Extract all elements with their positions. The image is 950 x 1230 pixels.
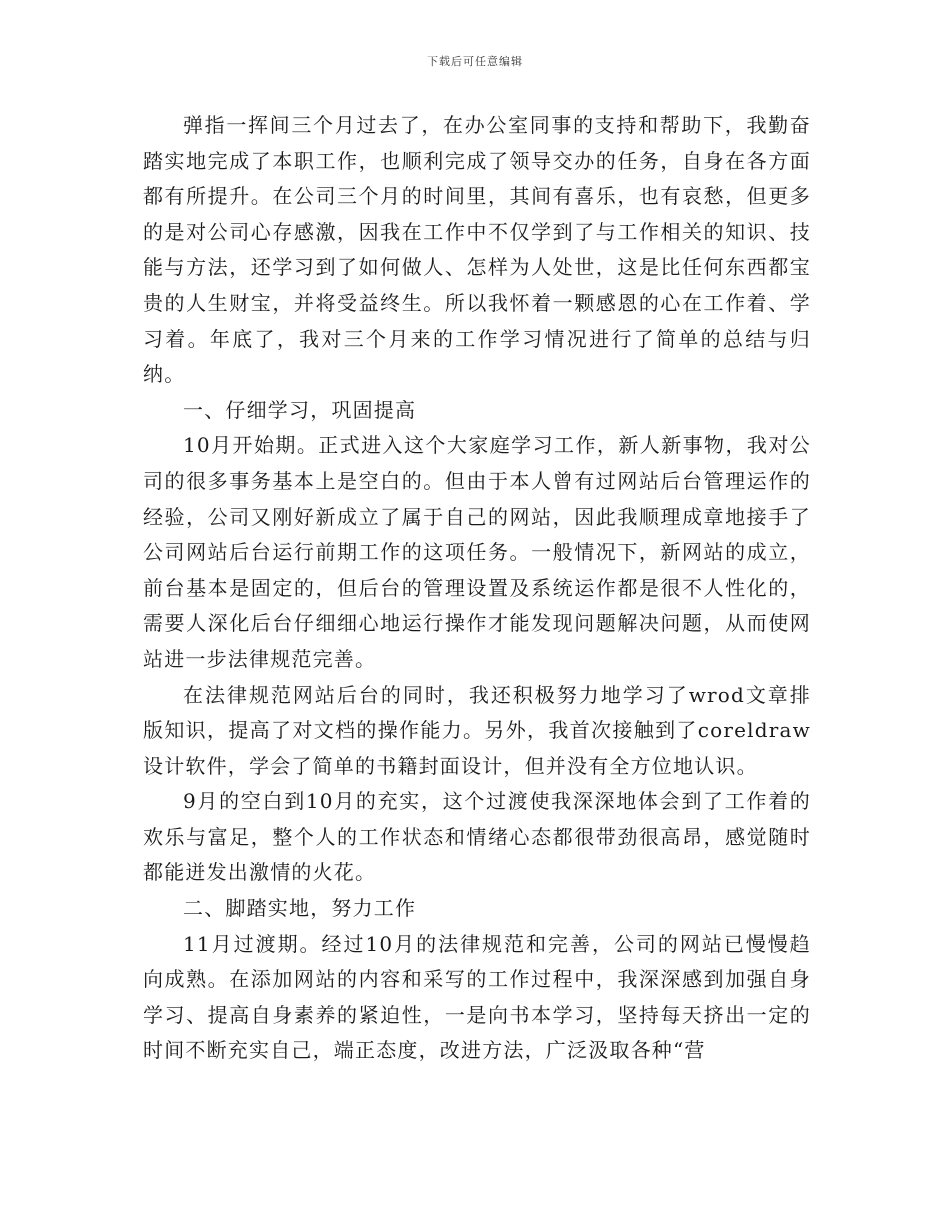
- document-body: [143, 108, 811, 1069]
- section-heading-1: 一、仔细学习，巩固提高: [183, 397, 417, 422]
- paragraph-transition: 9月的空白到10月的充实，这个过渡使我深深地体会到了工作着的欢乐与富足，整个人的工作状态和情绪心态都很带劲很高昂，感觉随时都能迸发出激情的火花。: [143, 789, 811, 885]
- section-heading-2: 二、脚踏实地，努力工作: [183, 896, 417, 921]
- paragraph-november: 11月过渡期。经过10月的法律规范和完善，公司的网站已慢慢趋向成熟。在添加网站的内容和采写的工作过程中，我深深感到加强自身学习、提高自身素养的紧迫性，一是向书本学习，坚持每天挤出一定的时间不断充实自己，端正态度，改进方法，广泛汲取各种“营: [143, 931, 811, 1063]
- page-header-note: 下载后可任意编辑: [427, 55, 523, 68]
- paragraph-skills: 在法律规范网站后台的同时，我还积极努力地学习了wrod文章排版知识，提高了对文档的操作能力。另外，我首次接触到了coreldraw设计软件，学会了简单的书籍封面设计，但并没有全方位地认识。: [143, 682, 811, 778]
- paragraph-intro: 弹指一挥间三个月过去了，在办公室同事的支持和帮助下，我勤奋踏实地完成了本职工作，也顺利完成了领导交办的任务，自身在各方面都有所提升。在公司三个月的时间里，其间有喜乐，也有哀愁，但更多的是对公司心存感激，因我在工作中不仅学到了与工作相关的知识、技能与方法，还学习到了如何做人、怎样为人处世，这是比任何东西都宝贵的人生财宝，并将受益终生。所以我怀着一颗感恩的心在工作着、学习着。年底了，我对三个月来的工作学习情况进行了简单的总结与归纳。: [143, 113, 811, 387]
- paragraph-october: 10月开始期。正式进入这个大家庭学习工作，新人新事物，我对公司的很多事务基本上是空白的。但由于本人曾有过网站后台管理运作的经验，公司又刚好新成立了属于自己的网站，因此我顺理成章地接手了公司网站后台运行前期工作的这项任务。一般情况下，新网站的成立，前台基本是固定的，但后台的管理设置及系统运作都是很不人性化的，需要人深化后台仔细细心地运行操作才能发现问题解决问题，从而使网站进一步法律规范完善。: [143, 433, 811, 671]
